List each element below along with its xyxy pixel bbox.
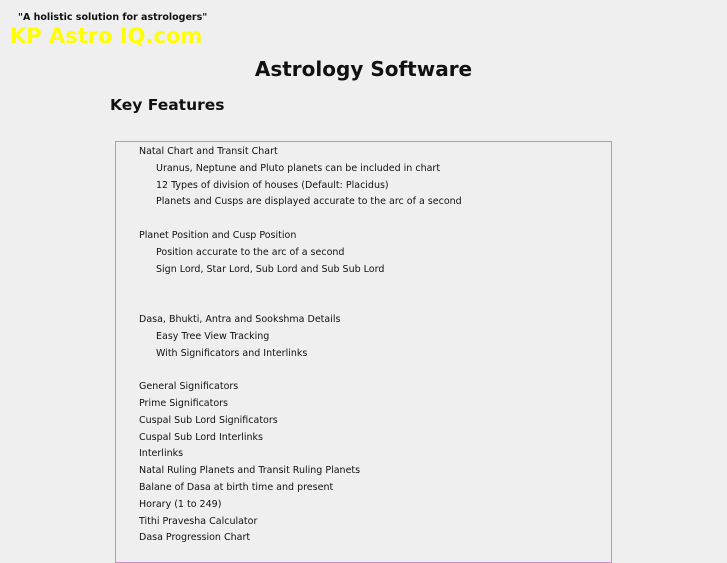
site-logo[interactable]: KP Astro IQ.com bbox=[10, 24, 203, 48]
feature-subitem: With Significators and Interlinks bbox=[156, 347, 308, 359]
feature-item: Planet Position and Cusp Position bbox=[139, 229, 297, 241]
feature-item: Cuspal Sub Lord Significators bbox=[139, 414, 278, 426]
feature-item: Natal Ruling Planets and Transit Ruling Planets bbox=[139, 465, 361, 477]
feature-item: General Significators bbox=[139, 381, 239, 393]
feature-item: Interlinks bbox=[139, 448, 184, 460]
feature-item: Cuspal Sub Lord Interlinks bbox=[139, 431, 263, 443]
feature-subitem: Position accurate to the arc of a second bbox=[156, 246, 345, 258]
feature-item: Dasa Progression Chart bbox=[139, 532, 251, 544]
spacer bbox=[139, 278, 462, 312]
site-tagline: "A holistic solution for astrologers" bbox=[18, 12, 208, 23]
feature-subitem: Uranus, Neptune and Pluto planets can be included in chart bbox=[156, 162, 441, 174]
features-box bbox=[115, 141, 612, 563]
feature-subitem: Easy Tree View Tracking bbox=[156, 330, 270, 342]
feature-item: Prime Significators bbox=[139, 397, 229, 409]
site-header bbox=[0, 0, 727, 55]
feature-item: Dasa, Bhukti, Antra and Sookshma Details bbox=[139, 313, 341, 325]
features-list bbox=[139, 144, 462, 547]
feature-item: Balane of Dasa at birth time and present bbox=[139, 481, 334, 493]
feature-item: Horary (1 to 249) bbox=[139, 498, 222, 510]
spacer bbox=[139, 362, 462, 379]
page-title: Astrology Software bbox=[254, 57, 473, 81]
feature-subitem: Planets and Cusps are displayed accurate to the arc of a second bbox=[156, 196, 462, 208]
spacer bbox=[139, 211, 462, 228]
section-heading: Key Features bbox=[110, 96, 225, 114]
feature-item: Tithi Pravesha Calculator bbox=[139, 515, 258, 527]
feature-item: Natal Chart and Transit Chart bbox=[139, 146, 278, 157]
feature-subitem: 12 Types of division of houses (Default: Placidus) bbox=[156, 179, 389, 191]
feature-subitem: Sign Lord, Star Lord, Sub Lord and Sub Sub Lord bbox=[156, 263, 385, 275]
